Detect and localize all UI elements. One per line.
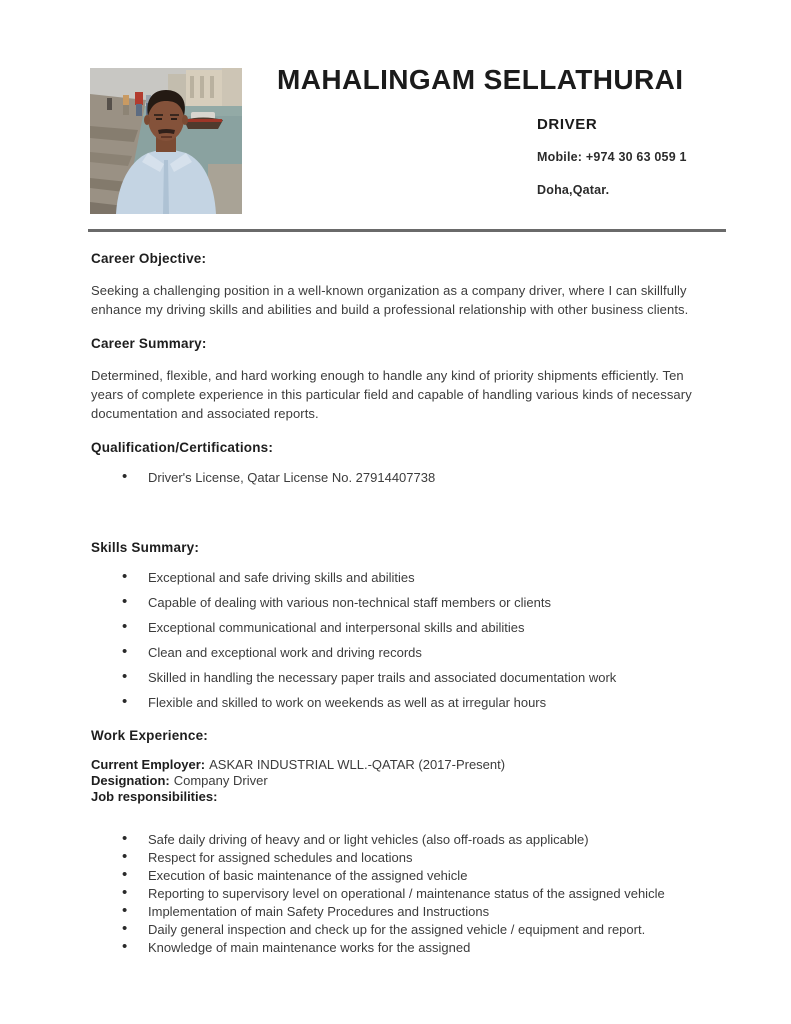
contact-block [537, 116, 687, 216]
designation-label: Designation: [91, 773, 170, 788]
resume-body [91, 251, 712, 973]
career-objective-heading: Career Objective: [91, 251, 207, 266]
list-item: • Driver's License, Qatar License No. 27914407738 [91, 469, 712, 486]
career-summary-text: Determined, flexible, and hard working enough to handle any kind of priority shipments efficiently. Ten years of complete experience in this particular field and capable of handling various kinds of necessary documentation and associated reports. [91, 368, 692, 421]
list-item: • Exceptional communicational and interpersonal skills and abilities [91, 619, 712, 636]
section-work-experience [91, 728, 712, 956]
mobile-number: Mobile: +974 30 63 059 1 [537, 150, 687, 164]
current-employer-label: Current Employer: [91, 757, 206, 772]
list-item: • Clean and exceptional work and driving records [91, 644, 712, 661]
list-item: • Reporting to supervisory level on operational / maintenance status of the assigned vehicle [91, 885, 712, 902]
list-item: • Respect for assigned schedules and locations [91, 849, 712, 866]
list-item: • Safe daily driving of heavy and or light vehicles (also off-roads as applicable) [91, 831, 712, 848]
list-item: • Execution of basic maintenance of the assigned vehicle [91, 867, 712, 884]
list-item: • Knowledge of main maintenance works for the assigned [91, 939, 712, 956]
list-item: • Daily general inspection and check up for the assigned vehicle / equipment and report. [91, 921, 712, 938]
job-responsibilities-list [91, 831, 712, 956]
location: Doha,Qatar. [537, 183, 610, 197]
spacer [91, 494, 712, 530]
job-responsibilities-label: Job responsibilities: [91, 789, 218, 804]
qualifications-heading: Qualification/Certifications: [91, 440, 274, 455]
career-objective-text: Seeking a challenging position in a well-known organization as a company driver, where I can skillfully enhance my driving skills and abilities and build a professional relationship with other business clients. [91, 283, 689, 317]
list-item: • Skilled in handling the necessary paper trails and associated documentation work [91, 669, 712, 686]
current-employer-line [91, 757, 712, 773]
section-qualifications [91, 440, 712, 530]
header-divider [88, 229, 726, 232]
career-summary-heading: Career Summary: [91, 336, 207, 351]
list-item: • Flexible and skilled to work on weekends as well as at irregular hours [91, 694, 712, 711]
section-career-summary [91, 336, 712, 423]
work-experience-heading: Work Experience: [91, 728, 208, 743]
list-item: • Capable of dealing with various non-technical staff members or clients [91, 594, 712, 611]
job-responsibilities-heading [91, 789, 712, 805]
current-employer-value: ASKAR INDUSTRIAL WLL.-QATAR (2017-Present) [209, 757, 506, 772]
profile-photo [90, 68, 242, 214]
designation-value: Company Driver [173, 773, 268, 788]
list-item: • Exceptional and safe driving skills and abilities [91, 569, 712, 586]
employer-block [91, 757, 712, 805]
candidate-name: MAHALINGAM SELLATHURAI [277, 64, 684, 95]
profile-photo-illustration [90, 68, 242, 214]
job-title: DRIVER [537, 116, 598, 133]
list-item: • Implementation of main Safety Procedures and Instructions [91, 903, 712, 920]
section-career-objective [91, 251, 712, 319]
skills-summary-heading: Skills Summary: [91, 540, 200, 555]
skills-list [91, 569, 712, 711]
spacer [91, 805, 712, 817]
section-skills-summary [91, 540, 712, 711]
qualifications-list [91, 469, 712, 486]
designation-line [91, 773, 712, 789]
